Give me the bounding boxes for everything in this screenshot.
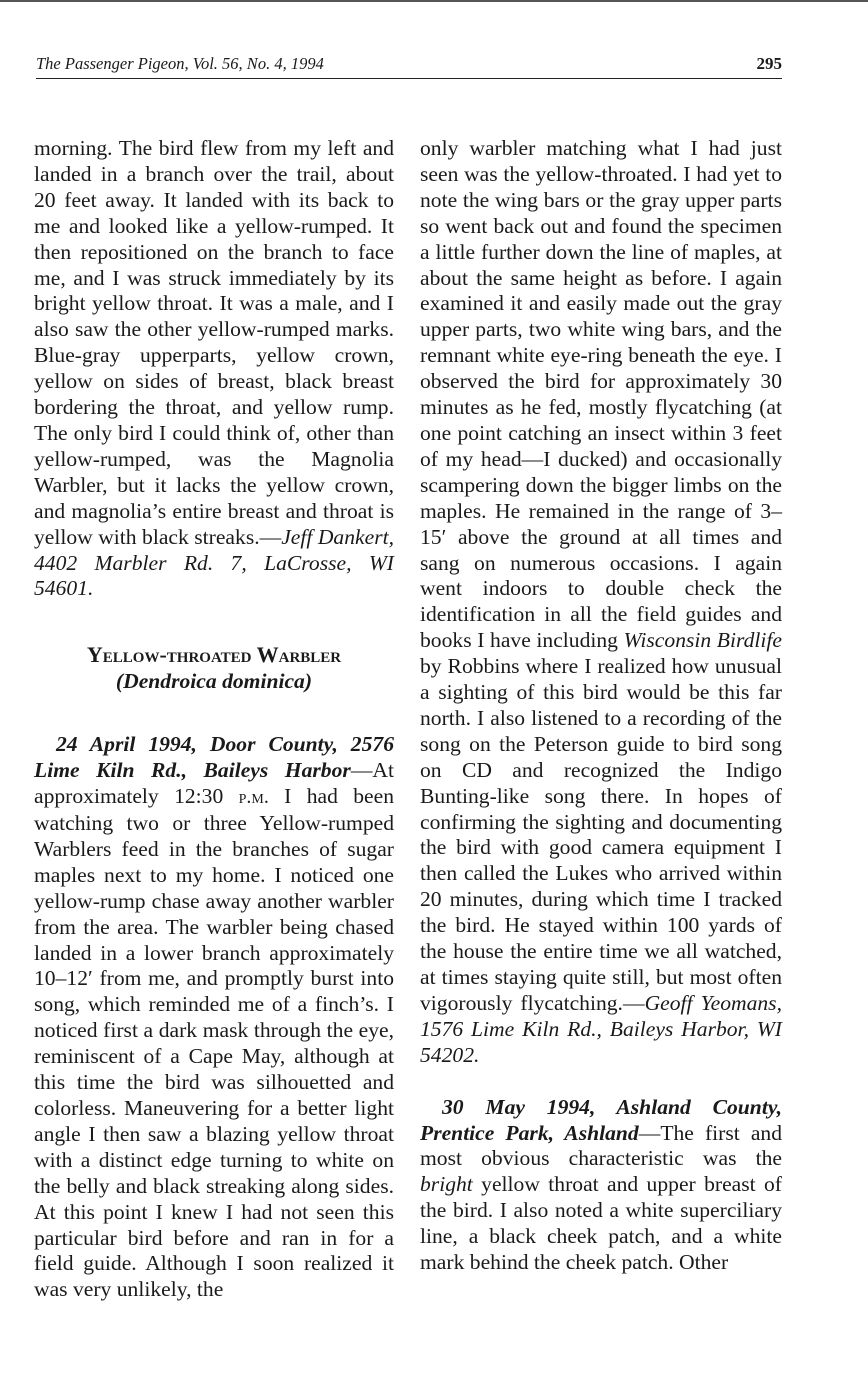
paragraph-continued — [420, 136, 782, 1069]
paragraph-text: morning. The bird flew from my left and landed in a branch over the trail, about 20 feet away. It landed with its back to me and looked like a yellow-rumped. It then repositioned on the branch to face me, and I was struck immediately by its bright yellow throat. It was a male, and I also saw the other yellow-rumped marks. Blue-gray upperparts, yellow crown, yellow on sides of breast, black breast bordering the throat, and yellow rump. The only bird I could think of, other than yellow-rumped, was the Magnolia Warbler, but it lacks the yellow crown, and magnolia’s entire breast and throat is yellow with black streaks.— — [34, 136, 394, 549]
left-column — [34, 136, 394, 1303]
paragraph-text: —At approximately 12:30 — [34, 758, 394, 809]
species-common-name: Yellow-throated Warbler — [86, 642, 342, 668]
species-scientific-name: (Dendroica dominica) — [115, 669, 313, 694]
header-rule — [36, 78, 782, 79]
paragraph-text: by Robbins where I realized how unusual a sighting of this bird would be this far north. I also listened to a recording of the song on the Peterson guide to bird song on CD and recognized the Indigo Bunting-like song there. In hopes of confirming the sighting and documenting the bird with good camera equipment I then called the Lukes who arrived within 20 minutes, during which time I tracked the bird. He stayed within 100 yards of the house the entire time we all watched, at times staying quite still, but most often vigorously flycatching.— — [420, 654, 782, 1015]
emphasis-text: bright — [420, 1172, 473, 1197]
book-title: Wisconsin Birdlife — [623, 628, 782, 653]
species-heading — [34, 642, 394, 694]
paragraph-text: I had been watching two or three Yellow-rumped Warblers feed in the branches of sugar maples next to my home. I noticed one yellow-rump chase away another warbler from the area. The warbler being chased landed in a lower branch approximately 10–12′ from me, and promptly burst into song, which reminded me of a finch’s. I noticed first a dark mask through the eye, reminiscent of a Cape May, although at this time the bird was silhouetted and colorless. Maneuvering for a better light angle I then saw a blazing yellow throat with a distinct edge turning to white on the belly and black streaking along sides. At this point I knew I had not seen this particular bird before and ran in for a field guide. Although I soon realized it was very unlikely, the — [34, 784, 395, 1302]
journal-citation: The Passenger Pigeon, Vol. 56, No. 4, 1994 — [36, 54, 324, 73]
top-border — [0, 0, 868, 2]
observation-date-location: 30 May 1994, Ashland County, Prentice Park, Ashland — [420, 1094, 782, 1145]
running-header — [36, 54, 782, 74]
observation-date-location: 24 April 1994, Door County, 2576 Lime Kiln Rd., Baileys Harbor — [34, 732, 394, 783]
observer-signature: Jeff Dankert, 4402 Marbler Rd. 7, LaCrosse, WI 54601. — [34, 524, 394, 601]
observer-signature: Geoff Yeomans, 1576 Lime Kiln Rd., Baileys Harbor, WI 54202. — [420, 990, 782, 1067]
observation-paragraph — [34, 732, 394, 1303]
observation-paragraph — [420, 1095, 782, 1276]
right-column — [420, 136, 782, 1276]
time-suffix: p.m. — [238, 786, 269, 809]
paragraph-text: only warbler matching what I had just seen was the yellow-throated. I had yet to note the wing bars or the gray upper parts so went back out and found the specimen a little further down the line of maples, at about the same height as before. I again examined it and easily made out the gray upper parts, two white wing bars, and the remnant white eye-ring beneath the eye. I observed the bird for approximately 30 minutes as he fed, mostly flycatching (at one point catching an insect within 3 feet of my head—I ducked) and occasionally scampering down the bigger limbs on the maples. He remained in the range of 3–15′ above the ground at all times and sang on numerous occasions. I again went indoors to double check the identification in all the field guides and books I have including — [420, 136, 782, 653]
paragraph-text: —The first and most obvious characteristic was the — [420, 1120, 782, 1171]
page-number: 295 — [756, 54, 782, 73]
paragraph-text: yellow throat and upper breast of the bird. I also noted a white superciliary line, a black cheek patch, and a white mark behind the cheek patch. Other — [420, 1172, 782, 1275]
paragraph-continued — [34, 136, 394, 602]
